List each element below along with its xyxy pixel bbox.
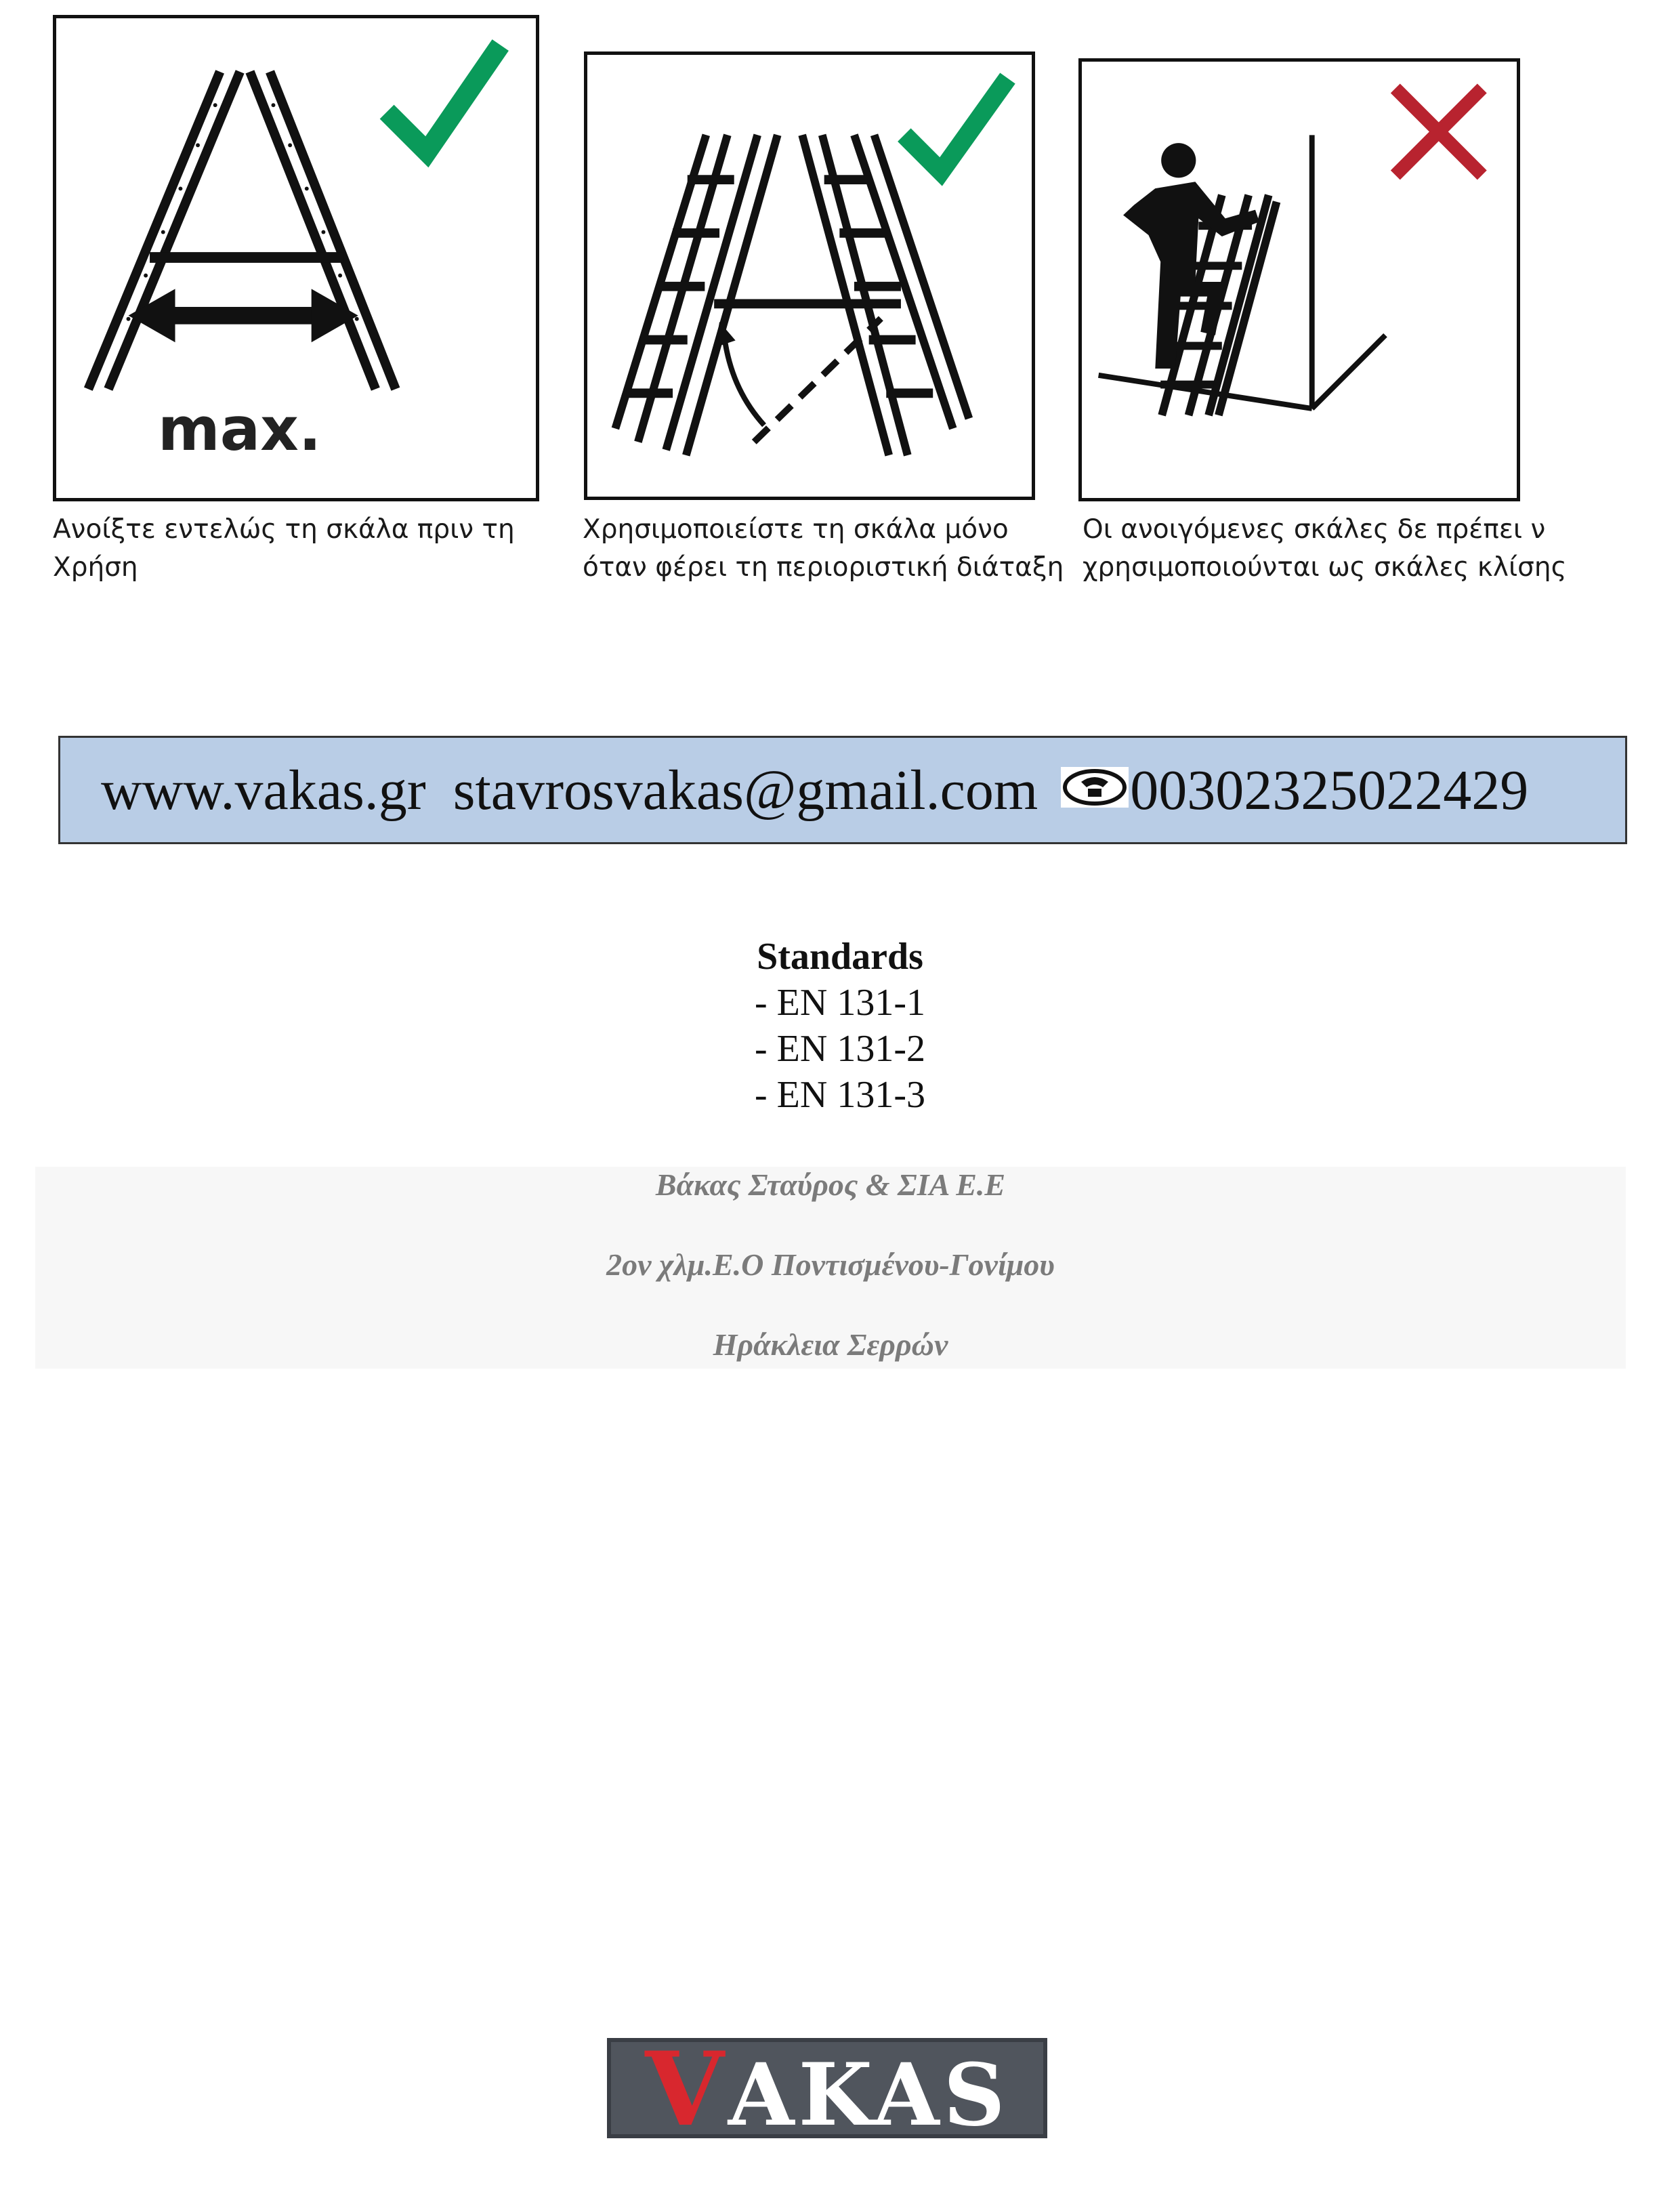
company-address [35, 1167, 1626, 1369]
caption-line: Ανοίξτε εντελώς τη σκάλα πριν τη [53, 514, 515, 545]
caption-line: Χρησιμοποιείστε τη σκάλα μόνο [583, 514, 1009, 545]
pictogram-ladder-restraint [584, 51, 1035, 500]
pictogram-no-leaning-ladder [1078, 58, 1520, 501]
leaning-ladder-illustration [1082, 62, 1517, 498]
website-link[interactable]: www.vakas.gr [101, 758, 426, 822]
caption-open-fully [53, 511, 568, 587]
check-icon [387, 45, 501, 152]
caption-line: χρησιμοποιούνται ως σκάλες κλίσης [1083, 552, 1567, 583]
standards-title: Standards [757, 936, 923, 978]
vakas-logo [607, 2038, 1047, 2138]
caption-line: Οι ανοιγόμενες σκάλες δε πρέπει ν [1083, 514, 1546, 545]
logo-letter-v: V [645, 2038, 728, 2138]
caption-line: όταν φέρει τη περιοριστική διάταξη [583, 552, 1064, 583]
caption-not-leaning [1083, 511, 1679, 587]
ladder-restraint-illustration [587, 55, 1032, 497]
list-item: - EN 131-1 [755, 982, 925, 1024]
contact-bar [58, 736, 1627, 844]
caption-line: Χρήση [53, 552, 138, 583]
caption-use-with-restraint [583, 511, 1084, 587]
list-item: - EN 131-2 [755, 1028, 925, 1070]
standards-list [0, 980, 1680, 1118]
check-icon [904, 78, 1008, 171]
logo-letters-akas: AKAS [728, 2045, 1009, 2138]
phone-number[interactable]: 00302325022429 [1130, 758, 1529, 822]
double-arrow-icon [128, 289, 358, 342]
standards-section [0, 934, 1680, 1118]
phone-icon [1061, 767, 1129, 808]
curved-arrow-icon [724, 335, 764, 425]
pictogram-fully-open-ladder [53, 15, 539, 501]
street-address: 2ον χλμ.Ε.Ο Ποντισμένου-Γονίμου [606, 1247, 1055, 1282]
email-link[interactable]: stavrosvakas@gmail.com [453, 758, 1038, 822]
max-label: max. [158, 394, 322, 464]
svg-text:VAKAS [644, 2038, 1009, 2138]
company-name: Βάκας Σταύρος & ΣΙΑ Ε.Ε [655, 1167, 1006, 1202]
list-item: - EN 131-3 [755, 1074, 925, 1116]
cross-icon [1395, 88, 1482, 175]
city: Ηράκλεια Σερρών [713, 1327, 948, 1362]
